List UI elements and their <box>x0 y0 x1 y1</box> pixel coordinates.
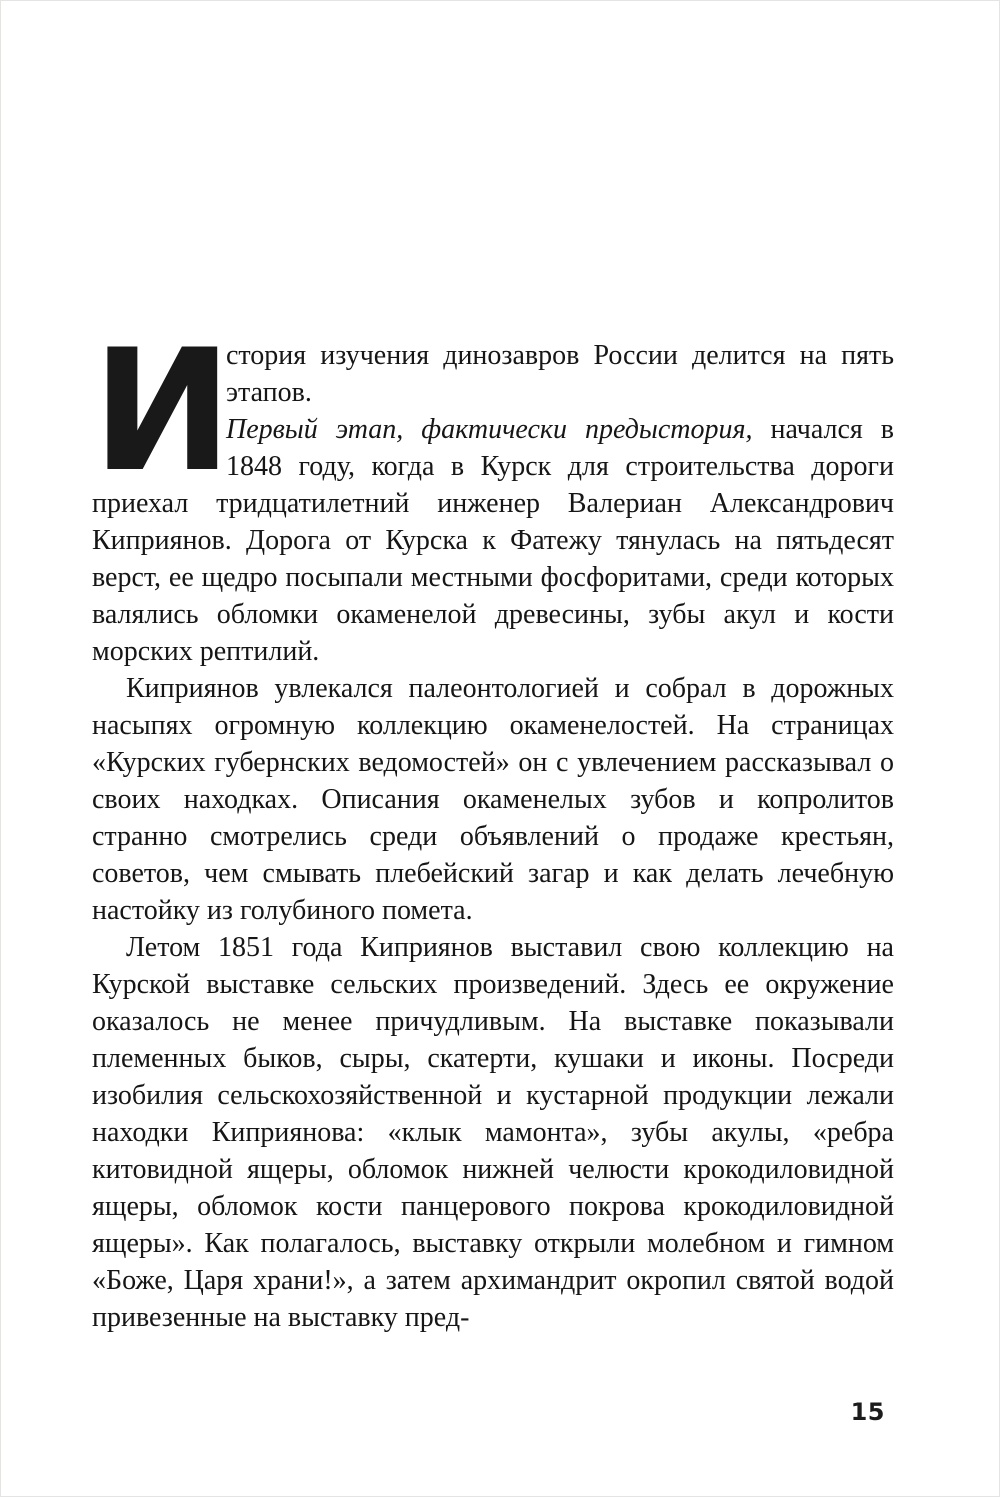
body-text <box>92 313 894 1336</box>
stage-one-italic-lead: Первый этап, фактически предыстория, <box>226 414 753 445</box>
drop-cap: И <box>92 313 233 509</box>
paragraph-exhibition: Летом 1851 года Киприянов выставил свою коллекцию на Курской выставке сельских произведений. Здесь ее окружение оказалось не менее причудливым. На выставке показывали племенных быков, сыры, скатерти, кушаки и иконы. Посреди изобилия сельскохозяйственной и кустарной продукции лежали находки Киприянова: «клык мамонта», зубы акулы, «ребра китовидной ящеры, обломок нижней челюсти крокодиловидной ящеры, обломок кости панцерового покрова крокодиловидной ящеры». Как полагалось, выставку открыли молебном и гимном «Боже, Царя храни!», а затем архимандрит окропил святой водой привезенные на выставку пред- <box>92 932 894 1333</box>
paragraph-opening-text: стория изучения динозавров России делится на пять этапов. <box>226 340 894 408</box>
stage-one-text: начался в 1848 году, когда в Курск для строительства дороги приехал тридцатилетний инженер Валериан Александрович Киприянов. Дорога от Курска к Фатежу тянулась на пятьдесят верст, ее щедро посыпали местными фосфоритами, среди которых валялись обломки окаменелой древесины, зубы акул и кости морских рептилий. <box>92 414 894 667</box>
page-number: 15 <box>850 1398 885 1426</box>
paragraph-collection: Киприянов увлекался палеонтологией и собрал в дорожных насыпях огромную коллекцию окаменелостей. На страницах «Курских губернских ведомостей» он с увлечением рассказывал о своих находках. Описания окаменелых зубов и копролитов странно смотрелись среди объявлений о продаже крестьян, советов, чем смывать плебейский загар и как делать лечебную настойку из голубиного помета. <box>92 673 894 926</box>
